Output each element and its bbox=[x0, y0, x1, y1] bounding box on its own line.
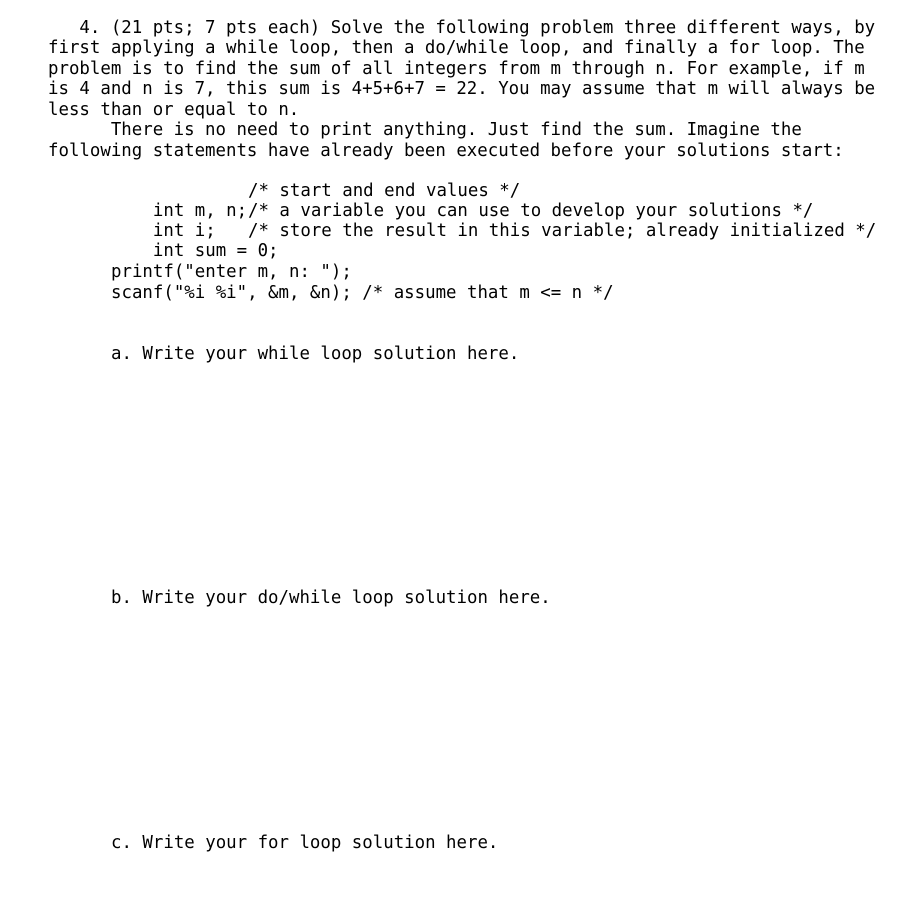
code-decl-i: int i; bbox=[152, 221, 216, 241]
code-comment-result: /* store the result in this variable; already initialized */ bbox=[248, 221, 877, 241]
problem-line-2: first applying a while loop, then a do/while loop, and finally a for loop. The bbox=[48, 38, 865, 58]
problem-line-6: There is no need to print anything. Just find the sum. Imagine the bbox=[48, 120, 802, 140]
part-a-prompt: a. Write your while loop solution here. bbox=[111, 344, 520, 364]
part-c-prompt: c. Write your for loop solution here. bbox=[111, 833, 499, 853]
problem-line-7: following statements have already been executed before your solutions start: bbox=[48, 141, 844, 161]
part-b-prompt: b. Write your do/while loop solution here. bbox=[111, 588, 551, 608]
code-decl-mn: int m, n; bbox=[152, 201, 248, 221]
problem-line-4: is 4 and n is 7, this sum is 4+5+6+7 = 22. You may assume that m will always be bbox=[48, 79, 876, 99]
code-line-printf: printf("enter m, n: "); bbox=[111, 262, 352, 282]
problem-line-3: problem is to find the sum of all integers from m through n. For example, if m bbox=[48, 59, 865, 79]
code-line-scanf: scanf("%i %i", &m, &n); /* assume that m <= n */ bbox=[111, 283, 614, 303]
problem-line-1: 4. (21 pts; 7 pts each) Solve the following problem three different ways, by bbox=[48, 18, 876, 38]
code-comment-start-end: /* start and end values */ bbox=[248, 181, 521, 201]
code-comment-variable: /* a variable you can use to develop your solutions */ bbox=[248, 201, 814, 221]
code-decl-sum: int sum = 0; bbox=[152, 241, 279, 261]
problem-line-5: less than or equal to n. bbox=[48, 100, 300, 120]
